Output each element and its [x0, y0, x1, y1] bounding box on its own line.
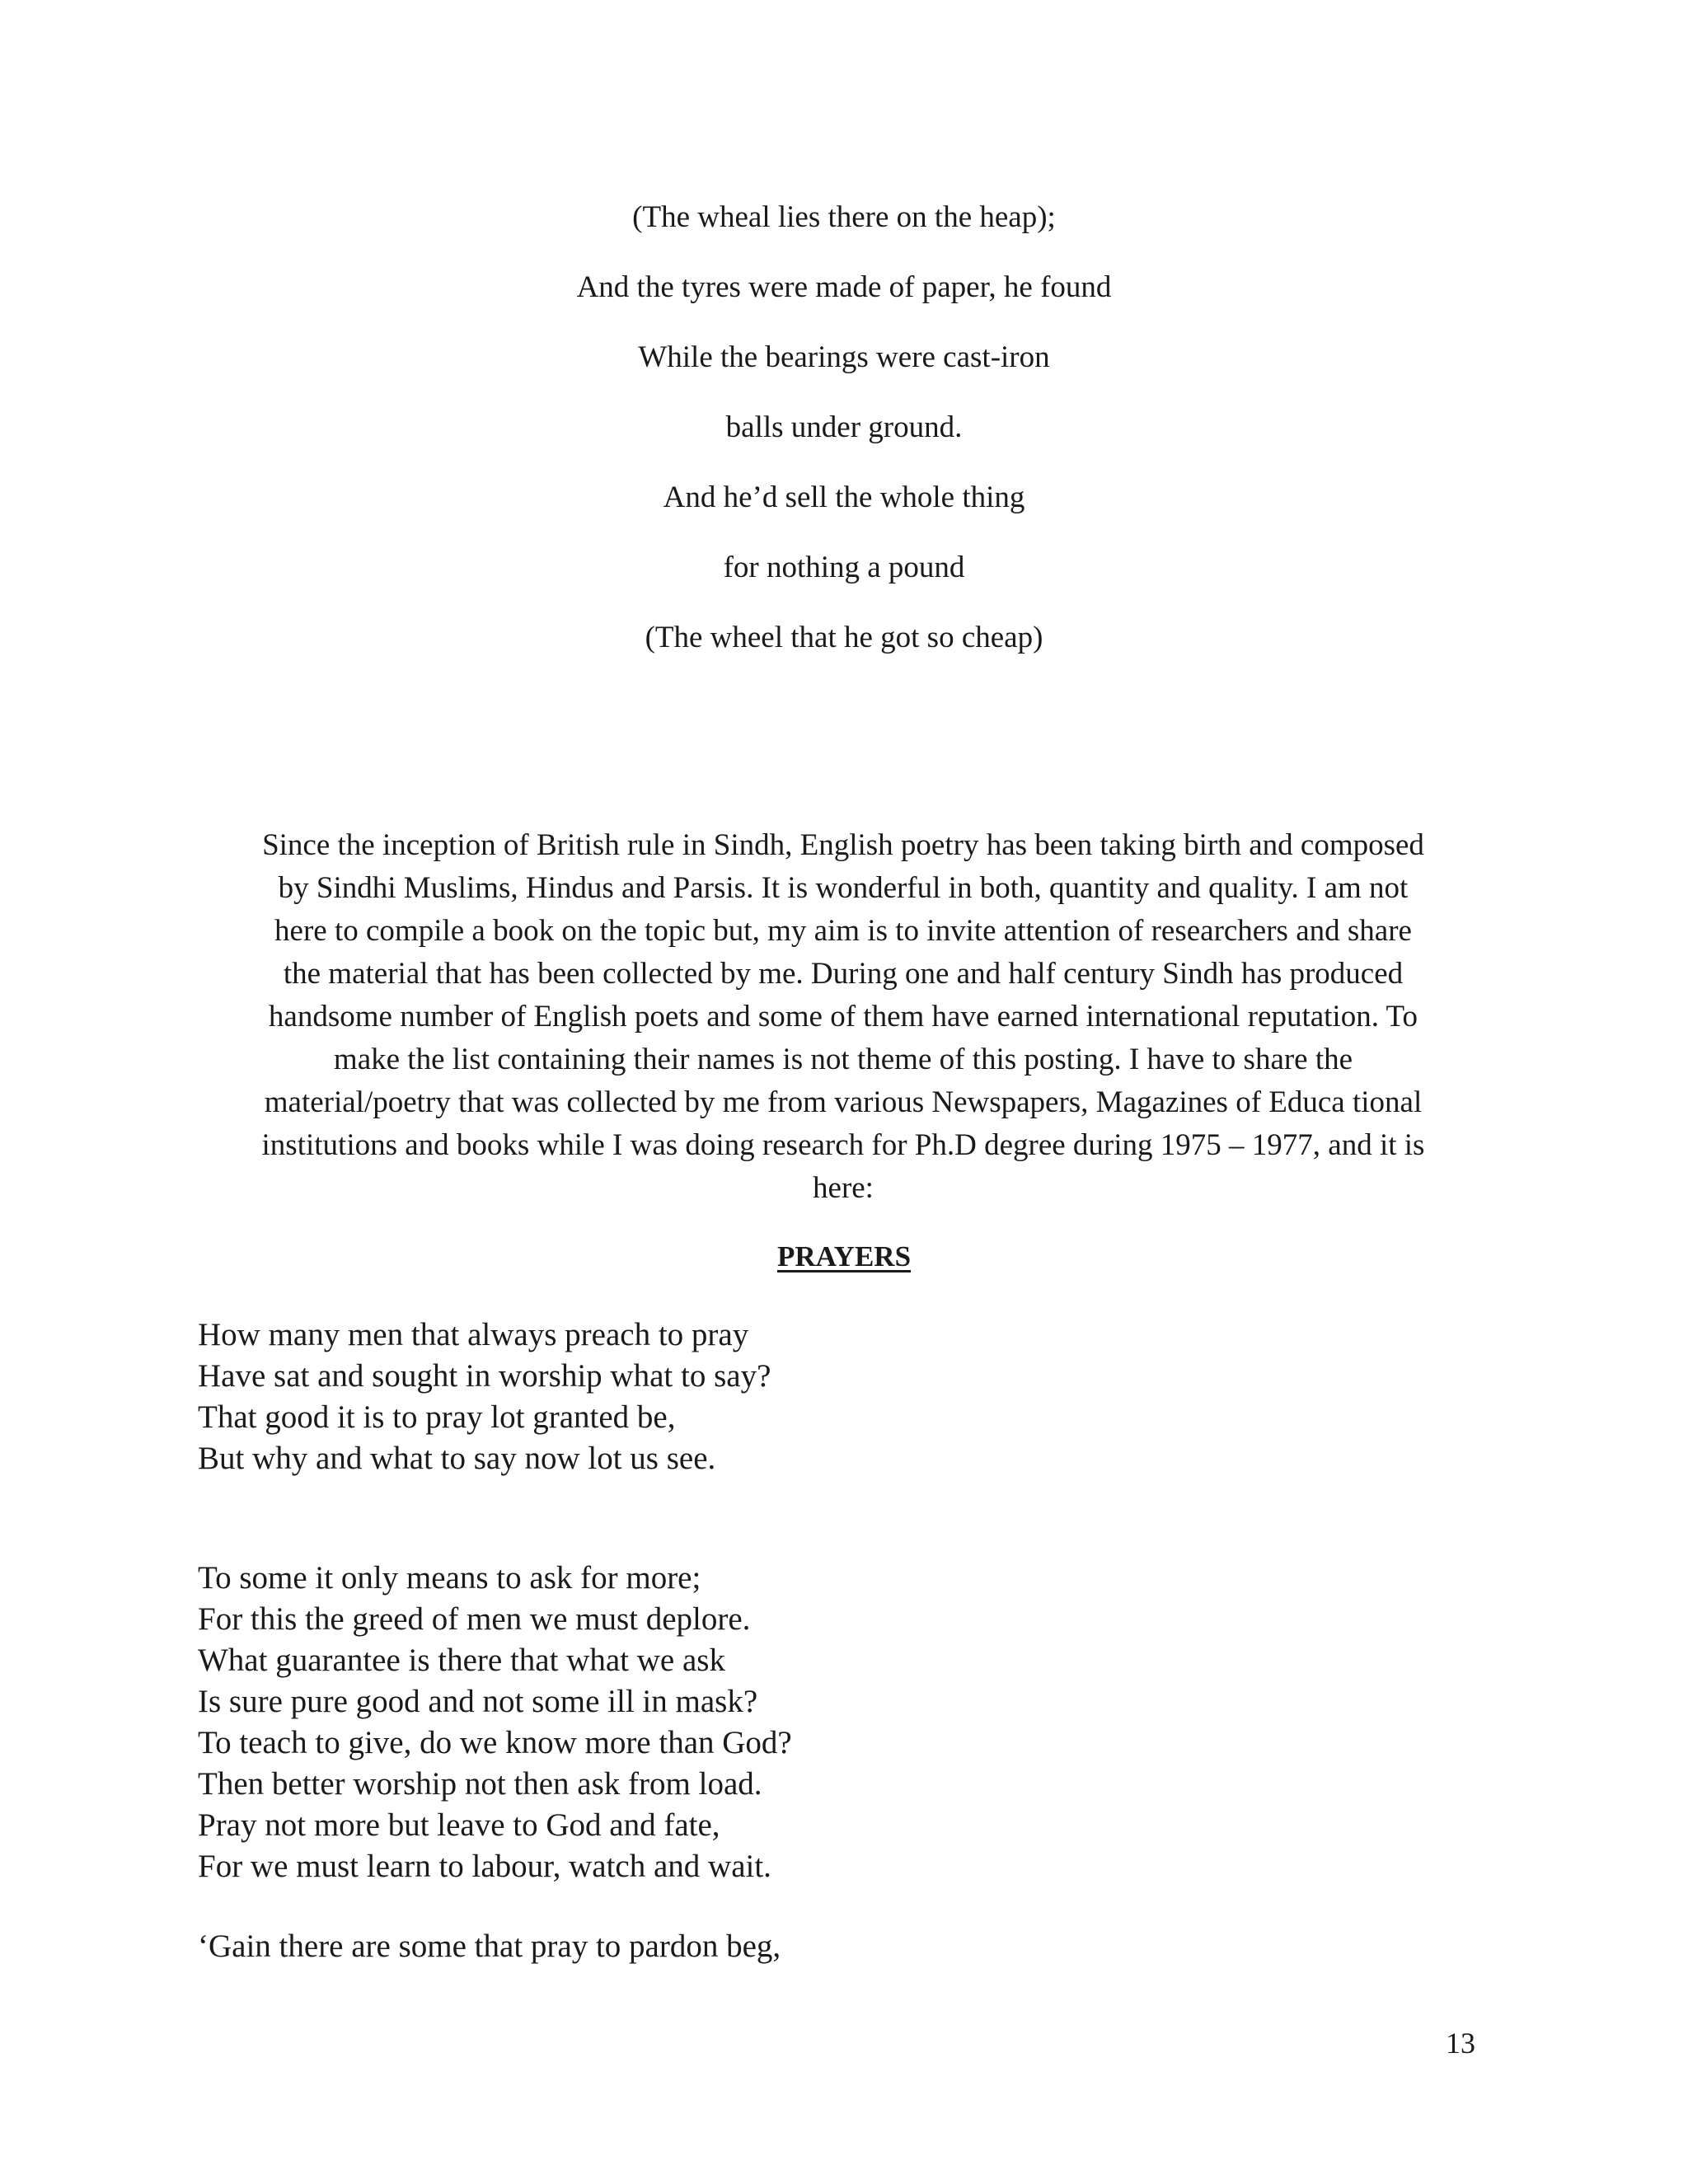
paragraph-line: here to compile a book on the topic but, my aim is to invite attention of researchers and share	[274, 914, 1412, 948]
verse-line: (The wheal lies there on the heap);	[632, 200, 1056, 234]
poem-line: Pray not more but leave to God and fate,	[198, 1807, 720, 1843]
paragraph-line: material/poetry that was collected by me from various Newspapers, Magazines of Educa tional	[264, 1085, 1423, 1119]
poem-line: But why and what to say now lot us see.	[198, 1441, 716, 1476]
page-number: 13	[1446, 2027, 1475, 2060]
paragraph-line: institutions and books while I was doing research for Ph.D degree during 1975 – 1977, and it is	[261, 1128, 1425, 1162]
verse-line: And he’d sell the whole thing	[663, 480, 1025, 514]
poem-stanza-3	[198, 1926, 1434, 1967]
poem-line: ‘Gain there are some that pray to pardon beg,	[198, 1929, 781, 1964]
paragraph-line: make the list containing their names is not theme of this posting. I have to share the	[333, 1043, 1353, 1076]
verse-line: And the tyres were made of paper, he found	[576, 270, 1112, 304]
poem-stanza-1	[198, 1315, 1434, 1479]
paragraph-line: here:	[813, 1171, 874, 1205]
poem-line: How many men that always preach to pray	[198, 1317, 749, 1352]
paragraph-line: the material that has been collected by me. During one and half century Sindh has produced	[283, 957, 1404, 991]
poem-line: What guarantee is there that what we ask	[198, 1643, 725, 1678]
poem-line: That good it is to pray lot granted be,	[198, 1399, 676, 1435]
verse-line: for nothing a pound	[723, 551, 965, 584]
intro-paragraph	[196, 824, 1490, 1210]
poem-line: To some it only means to ask for more;	[198, 1560, 701, 1596]
poem-line: For this the greed of men we must deplore.	[198, 1601, 751, 1637]
paragraph-line: by Sindhi Muslims, Hindus and Parsis. It is wonderful in both, quantity and quality. I am not	[278, 871, 1409, 905]
poem-line: Then better worship not then ask from load.	[198, 1766, 762, 1802]
poem-line: To teach to give, do we know more than God?	[198, 1725, 792, 1760]
poem-line: Have sat and sought in worship what to say?	[198, 1358, 771, 1394]
poem-title: PRAYERS	[776, 1240, 912, 1272]
verse-line: balls under ground.	[725, 410, 963, 444]
top-verse	[0, 194, 1688, 684]
verse-line: (The wheel that he got so cheap)	[645, 621, 1043, 654]
poem-stanza-2	[198, 1558, 1434, 1887]
verse-line: While the bearings were cast-iron	[638, 340, 1050, 374]
poem-line: Is sure pure good and not some ill in mask?	[198, 1684, 758, 1719]
poem-line: For we must learn to labour, watch and wait.	[198, 1849, 771, 1884]
paragraph-line: Since the inception of British rule in Sindh, English poetry has been taking birth and composed	[262, 828, 1424, 862]
paragraph-line: handsome number of English poets and some of them have earned international reputation. To	[268, 1000, 1418, 1033]
